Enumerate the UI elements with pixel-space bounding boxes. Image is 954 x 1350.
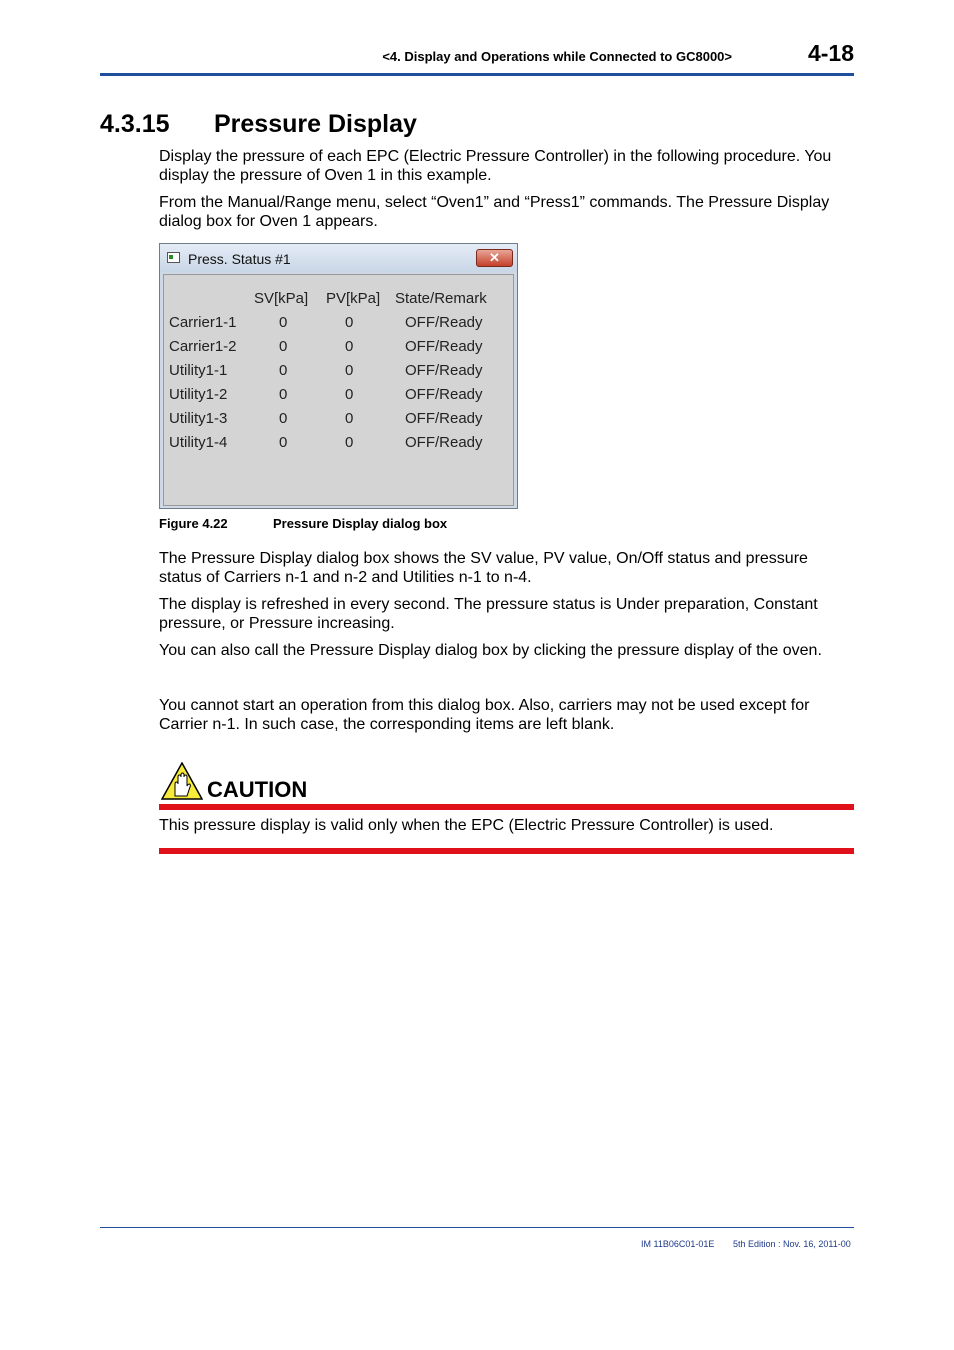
dialog-title: Press. Status #1 [188, 251, 291, 267]
caution-heading: CAUTION [207, 777, 308, 802]
pressure-status-dialog [159, 243, 518, 509]
text-line: pressure, or Pressure increasing. [159, 615, 395, 632]
procedure-paragraph [159, 193, 859, 231]
figure-label: Figure 4.22 [159, 516, 228, 531]
pv-value: 0 [345, 386, 354, 403]
section-number: 4.3.15 [100, 110, 170, 138]
close-icon: ✕ [489, 250, 500, 265]
caution-bottom-bar [159, 848, 854, 854]
state-value: OFF/Ready [405, 314, 483, 331]
pv-value: 0 [345, 314, 354, 331]
caution-hand-icon [161, 762, 203, 800]
text-line: dialog box for Oven 1 appears. [159, 213, 378, 230]
alternate-access-paragraph [159, 641, 859, 660]
state-value: OFF/Ready [405, 410, 483, 427]
row-name: Utility1-3 [169, 410, 228, 427]
intro-paragraph [159, 147, 859, 185]
pv-value: 0 [345, 338, 354, 355]
chapter-header: <4. Display and Operations while Connected to GC8000> [382, 49, 732, 64]
document-id: IM 11B06C01-01E [641, 1239, 715, 1249]
text-line: From the Manual/Range menu, select “Oven1” and “Press1” commands. The Pressure Display [159, 194, 830, 211]
column-header-state: State/Remark [395, 290, 487, 307]
sv-value: 0 [279, 314, 288, 331]
caution-top-bar [159, 804, 854, 810]
footer-divider [100, 1227, 854, 1228]
sv-value: 0 [279, 338, 288, 355]
sv-value: 0 [279, 410, 288, 427]
text-line: Display the pressure of each EPC (Electric Pressure Controller) in the following procedure. You [159, 148, 832, 165]
column-header-sv: SV[kPa] [254, 290, 309, 307]
text-line: Carrier n-1. In such case, the corresponding items are left blank. [159, 716, 615, 733]
text-line: display the pressure of Oven 1 in this example. [159, 167, 492, 184]
page-number: 4-18 [807, 40, 854, 66]
header-divider [100, 73, 854, 76]
row-name: Utility1-4 [169, 434, 228, 451]
pv-value: 0 [345, 434, 354, 451]
edition-date: 5th Edition : Nov. 16, 2011-00 [733, 1239, 851, 1249]
sv-value: 0 [279, 362, 288, 379]
refresh-paragraph [159, 595, 859, 633]
dialog-titlebar [160, 244, 517, 272]
text-line: You can also call the Pressure Display dialog box by clicking the pressure display of the oven. [159, 642, 822, 659]
app-window-icon [167, 252, 180, 263]
pv-value: 0 [345, 362, 354, 379]
text-line: The display is refreshed in every second. The pressure status is Under preparation, Constant [159, 596, 818, 613]
state-value: OFF/Ready [405, 386, 483, 403]
row-name: Carrier1-1 [169, 314, 237, 331]
state-value: OFF/Ready [405, 338, 483, 355]
row-name: Utility1-2 [169, 386, 228, 403]
caution-text: This pressure display is valid only when the EPC (Electric Pressure Controller) is used. [159, 817, 774, 834]
dialog-client-area [163, 274, 514, 506]
text-line: You cannot start an operation from this dialog box. Also, carriers may not be used except for [159, 697, 810, 714]
text-line: The Pressure Display dialog box shows the SV value, PV value, On/Off status and pressure [159, 550, 808, 567]
row-name: Utility1-1 [169, 362, 228, 379]
section-title: Pressure Display [214, 110, 417, 138]
sv-value: 0 [279, 434, 288, 451]
limitation-paragraph [159, 696, 859, 734]
sv-value: 0 [279, 386, 288, 403]
description-paragraph [159, 549, 859, 587]
close-button[interactable] [476, 249, 513, 267]
figure-title: Pressure Display dialog box [273, 516, 448, 531]
state-value: OFF/Ready [405, 434, 483, 451]
row-name: Carrier1-2 [169, 338, 237, 355]
state-value: OFF/Ready [405, 362, 483, 379]
pv-value: 0 [345, 410, 354, 427]
column-header-pv: PV[kPa] [326, 290, 381, 307]
text-line: status of Carriers n-1 and n-2 and Utilities n-1 to n-4. [159, 569, 532, 586]
